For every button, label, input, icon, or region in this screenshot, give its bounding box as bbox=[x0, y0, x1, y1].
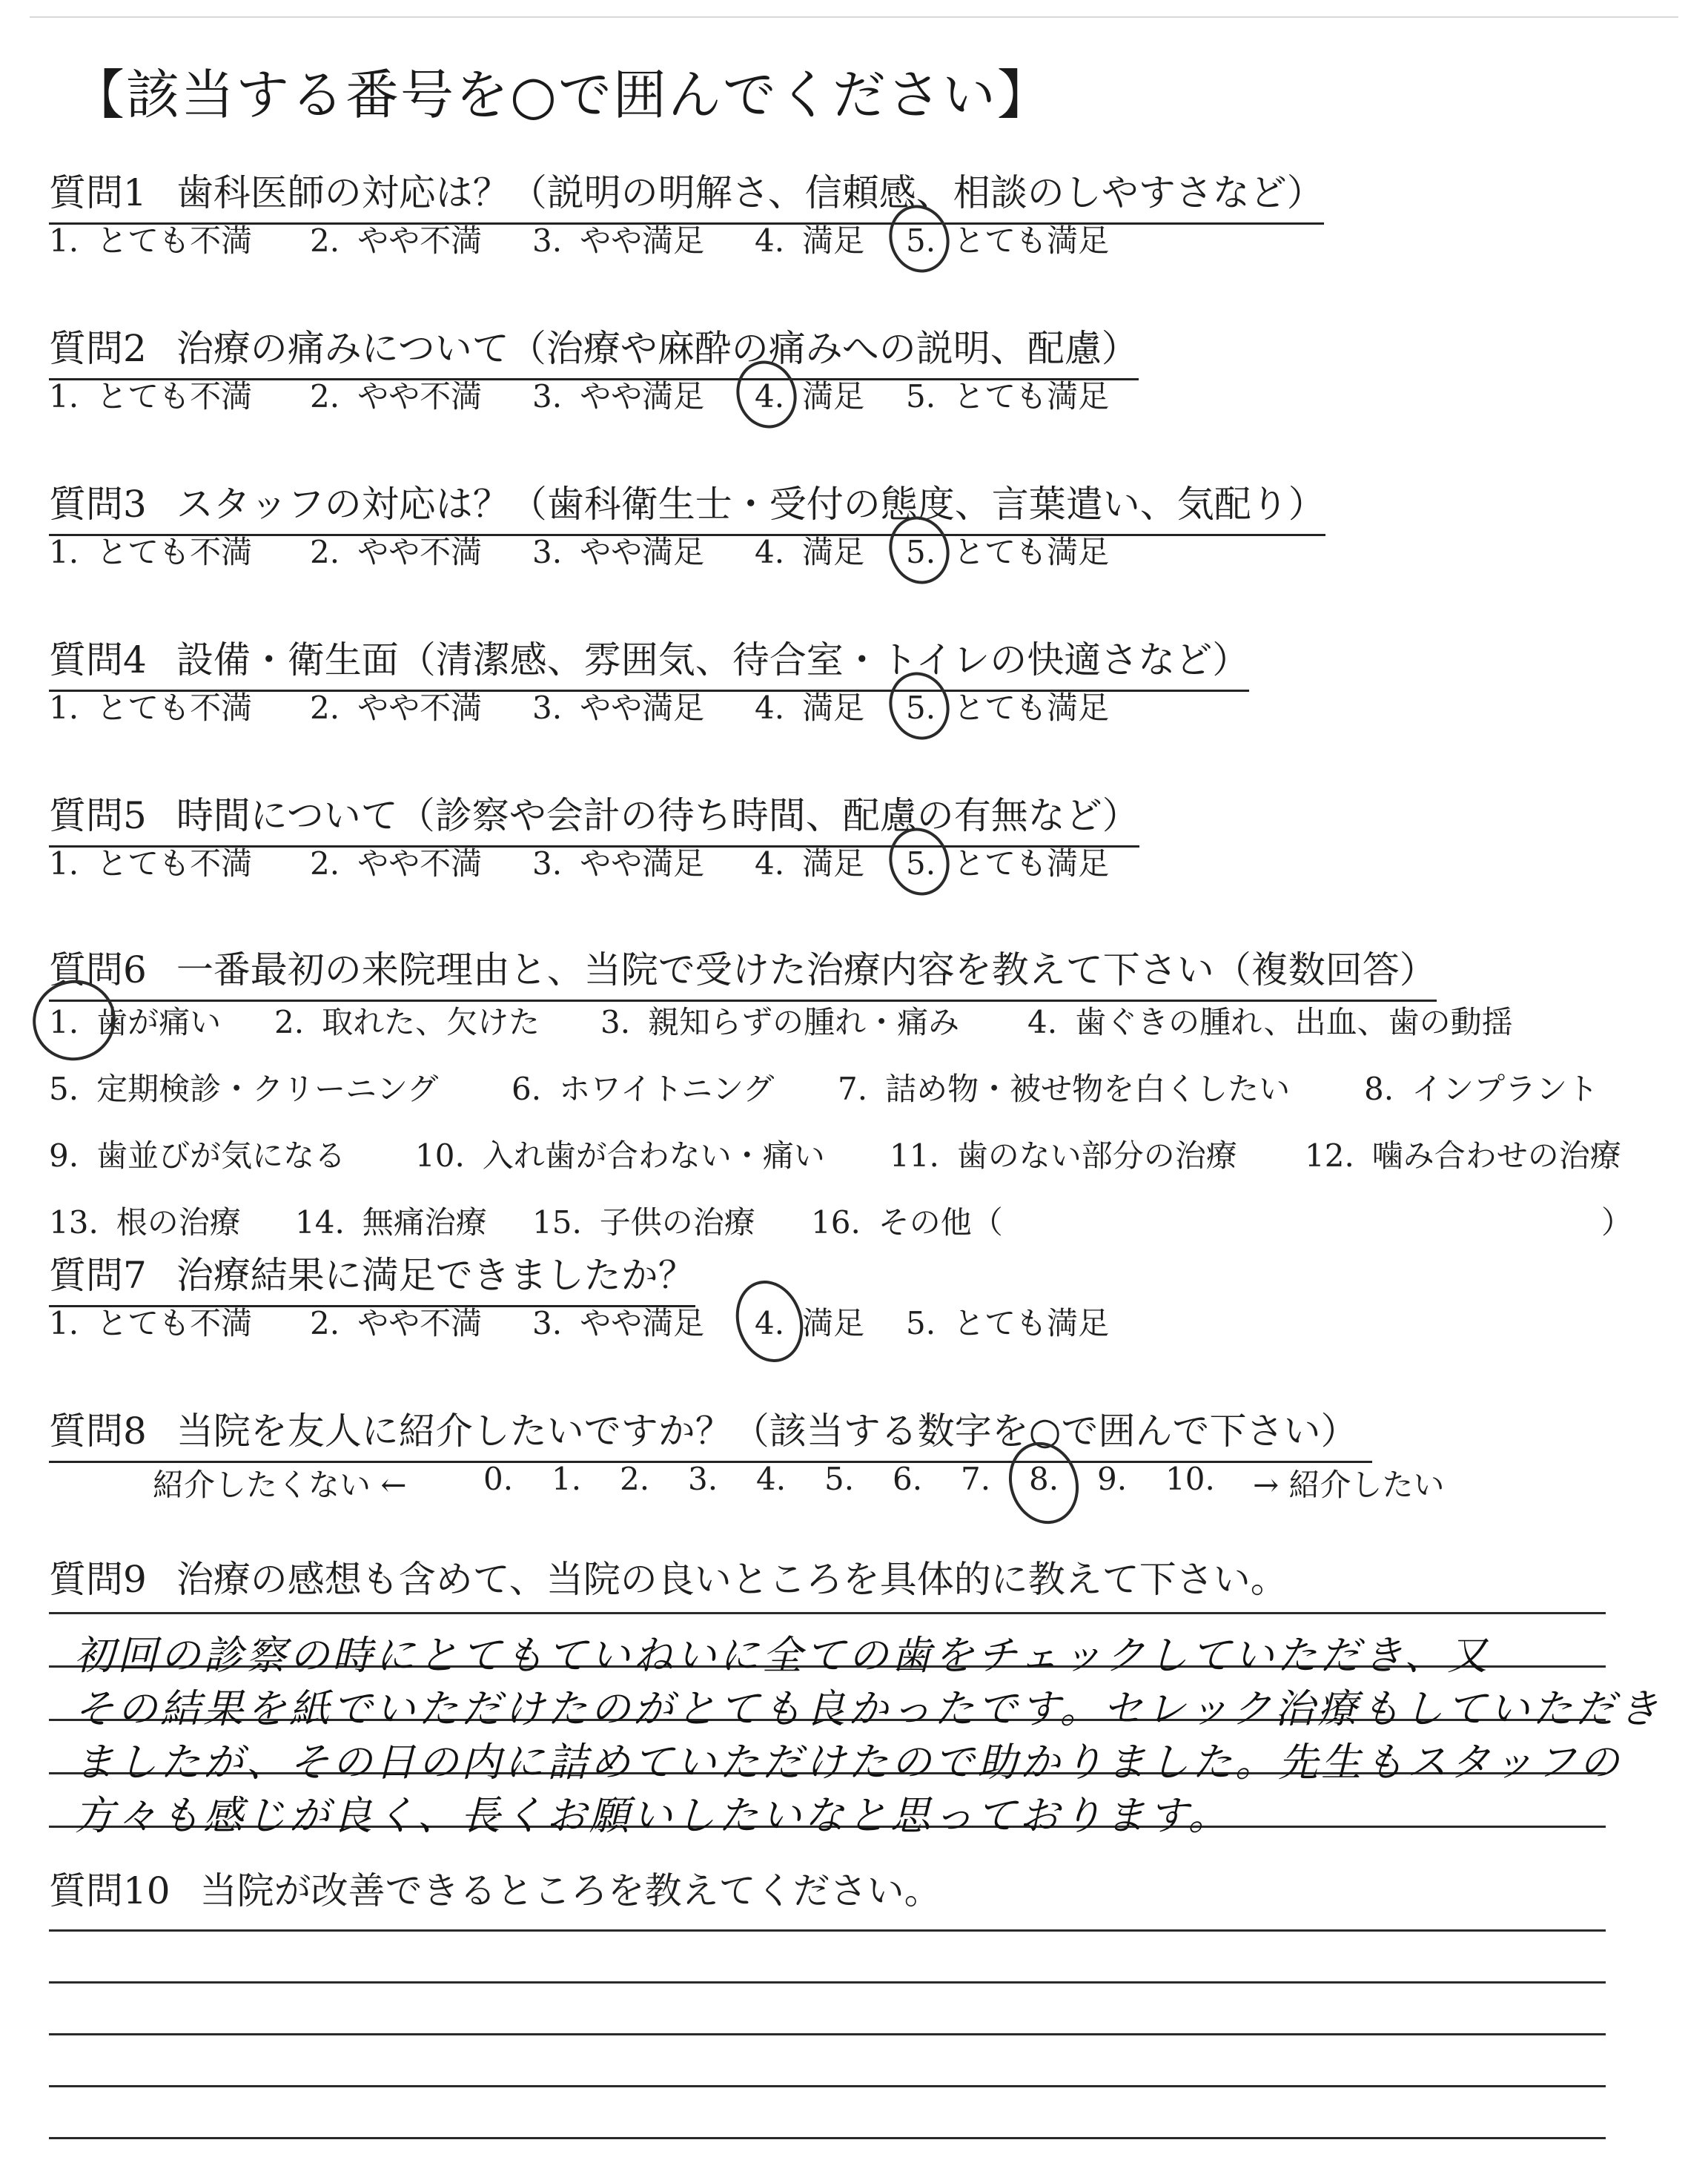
option-2[interactable]: 2. やや不満 bbox=[310, 378, 483, 415]
option-1[interactable]: 1. とても不満 bbox=[49, 534, 253, 570]
option-2[interactable]: 2. 取れた、欠けた bbox=[274, 1004, 540, 1040]
option-12[interactable]: 12. 噛み合わせの治療 bbox=[1305, 1137, 1621, 1174]
scale-value-10[interactable]: 10. bbox=[1165, 1461, 1215, 1497]
options-row-3 bbox=[0, 1132, 1708, 1176]
option-2[interactable]: 2. やや不満 bbox=[310, 222, 483, 259]
option-2[interactable]: 2. やや不満 bbox=[310, 1305, 483, 1341]
question-9-text: 治療の感想も含めて、当院の良いところを具体的に教えて下さい。 bbox=[176, 1558, 1288, 1601]
question-2-text: 治療の痛みについて（治療や麻酔の痛みへの説明、配慮） bbox=[176, 327, 1139, 370]
answer-line bbox=[49, 2033, 1606, 2035]
option-4[interactable]: 4. 満足 bbox=[755, 690, 865, 726]
option-2[interactable]: 2. やや不満 bbox=[310, 845, 483, 882]
scale-value-7[interactable]: 7. bbox=[961, 1461, 991, 1497]
option-2[interactable]: 2. やや不満 bbox=[310, 690, 483, 726]
question-4-heading bbox=[49, 630, 1249, 692]
question-5-options bbox=[0, 839, 1708, 884]
option-4[interactable]: 4. 満足 bbox=[755, 222, 865, 259]
scale-value-1[interactable]: 1. bbox=[552, 1461, 582, 1497]
option-3[interactable]: 3. やや満足 bbox=[532, 1305, 705, 1341]
option-10[interactable]: 10. 入れ歯が合わない・痛い bbox=[415, 1137, 825, 1174]
question-3-text: スタッフの対応は？（歯科衛生士・受付の態度、言葉遣い、気配り） bbox=[176, 483, 1325, 526]
scale-value-2[interactable]: 2. bbox=[620, 1461, 650, 1497]
selection-circle bbox=[726, 1272, 813, 1371]
option-7[interactable]: 7. 詰め物・被せ物を白くしたい bbox=[838, 1071, 1291, 1107]
option-5[interactable]: 5. とても満足 bbox=[906, 690, 1110, 726]
option-1[interactable]: 1. 歯が痛い bbox=[49, 1004, 222, 1040]
question-9-heading bbox=[49, 1550, 1288, 1603]
question-6-number: 質問6 bbox=[49, 948, 147, 991]
question-1-heading bbox=[49, 163, 1324, 225]
option-4[interactable]: 4. 満足 bbox=[755, 1305, 865, 1341]
question-8-number: 質問8 bbox=[49, 1410, 147, 1453]
handwritten-answer-line-4: 方々も感じが良く、長くお願いしたいなと思っております。 bbox=[74, 1792, 1231, 1839]
scale-value-8[interactable]: 8. bbox=[1029, 1461, 1059, 1497]
question-8-heading bbox=[49, 1401, 1372, 1463]
option-3[interactable]: 3. やや満足 bbox=[532, 222, 705, 259]
answer-line bbox=[49, 1929, 1606, 1932]
scale-value-0[interactable]: 0. bbox=[483, 1461, 514, 1497]
question-2-heading bbox=[49, 319, 1139, 380]
recommend-scale bbox=[0, 1461, 1708, 1505]
option-5[interactable]: 5. とても満足 bbox=[906, 845, 1110, 882]
question-2-options bbox=[0, 372, 1708, 417]
answer-line bbox=[49, 2137, 1606, 2139]
question-3-options bbox=[0, 528, 1708, 572]
option-4[interactable]: 4. 満足 bbox=[755, 845, 865, 882]
options-row-4 bbox=[0, 1198, 1708, 1243]
question-7-heading bbox=[49, 1246, 695, 1307]
scale-value-3[interactable]: 3. bbox=[688, 1461, 718, 1497]
question-4-number: 質問4 bbox=[49, 638, 147, 681]
question-10-text: 当院が改善できるところを教えてください。 bbox=[199, 1869, 941, 1912]
question-2-number: 質問2 bbox=[49, 327, 147, 370]
question-1-text: 歯科医師の対応は？（説明の明解さ、信頼感、相談のしやすさなど） bbox=[176, 171, 1324, 214]
option-8[interactable]: 8. インプラント bbox=[1364, 1071, 1599, 1107]
option-3[interactable]: 3. やや満足 bbox=[532, 845, 705, 882]
option-1[interactable]: 1. とても不満 bbox=[49, 222, 253, 259]
option-1[interactable]: 1. とても不満 bbox=[49, 1305, 253, 1341]
question-10-number: 質問10 bbox=[49, 1869, 171, 1912]
question-6-heading bbox=[49, 940, 1437, 1002]
answer-line bbox=[49, 2085, 1606, 2087]
handwritten-answer-line-1: 初回の診察の時にとてもていねいに全ての歯をチェックしていただき、又 bbox=[74, 1632, 1491, 1679]
question-4-options bbox=[0, 684, 1708, 728]
option-13[interactable]: 13. 根の治療 bbox=[49, 1204, 241, 1241]
question-1-number: 質問1 bbox=[49, 171, 147, 214]
question-4-text: 設備・衛生面（清潔感、雰囲気、待合室・トイレの快適さなど） bbox=[176, 638, 1250, 681]
question-5-text: 時間について（診察や会計の待ち時間、配慮の有無など） bbox=[176, 794, 1139, 837]
question-1-options bbox=[0, 217, 1708, 261]
option-5[interactable]: 5. とても満足 bbox=[906, 378, 1110, 415]
option-15[interactable]: 15. 子供の治療 bbox=[532, 1204, 755, 1241]
option-14[interactable]: 14. 無痛治療 bbox=[295, 1204, 487, 1241]
page-title: 【該当する番号を○で囲んでください】 bbox=[71, 64, 1052, 126]
answer-line bbox=[49, 1612, 1606, 1614]
option-9[interactable]: 9. 歯並びが気になる bbox=[49, 1137, 346, 1174]
scale-value-9[interactable]: 9. bbox=[1097, 1461, 1128, 1497]
option-3[interactable]: 3. やや満足 bbox=[532, 690, 705, 726]
question-7-options bbox=[0, 1299, 1708, 1344]
scale-value-6[interactable]: 6. bbox=[893, 1461, 923, 1497]
option-4[interactable]: 4. 満足 bbox=[755, 534, 865, 570]
handwritten-answer-line-3: ましたが、その日の内に詰めていただけたので助かりました。先生もスタッフの bbox=[74, 1739, 1622, 1786]
option-4[interactable]: 4. 満足 bbox=[755, 378, 865, 415]
option-5[interactable]: 5. とても満足 bbox=[906, 222, 1110, 259]
question-3-number: 質問3 bbox=[49, 483, 147, 526]
option-11[interactable]: 11. 歯のない部分の治療 bbox=[890, 1137, 1237, 1174]
scale-right-label: → 紹介したい bbox=[1253, 1467, 1445, 1503]
top-border bbox=[30, 16, 1678, 18]
question-6-text: 一番最初の来院理由と、当院で受けた治療内容を教えて下さい（複数回答） bbox=[176, 948, 1437, 991]
options-row-1 bbox=[0, 998, 1708, 1043]
handwritten-answer-line-2: その結果を紙でいただけたのがとても良かったです。セレック治療もしていただき bbox=[74, 1685, 1662, 1732]
options-row-2 bbox=[0, 1065, 1708, 1109]
option-3[interactable]: 3. やや満足 bbox=[532, 534, 705, 570]
scale-value-4[interactable]: 4. bbox=[756, 1461, 787, 1497]
question-8-text: 当院を友人に紹介したいですか？（該当する数字を○で囲んで下さい） bbox=[176, 1410, 1358, 1453]
question-5-number: 質問5 bbox=[49, 794, 147, 837]
question-10-heading bbox=[49, 1861, 941, 1915]
other-close-paren: ） bbox=[1601, 1204, 1633, 1241]
option-2[interactable]: 2. やや不満 bbox=[310, 534, 483, 570]
option-1[interactable]: 1. とても不満 bbox=[49, 845, 253, 882]
question-7-text: 治療結果に満足できましたか？ bbox=[176, 1254, 695, 1297]
option-6[interactable]: 6. ホワイトニング bbox=[512, 1071, 775, 1107]
question-9-number: 質問9 bbox=[49, 1558, 147, 1601]
option-1[interactable]: 1. とても不満 bbox=[49, 690, 253, 726]
option-5[interactable]: 5. とても満足 bbox=[906, 534, 1110, 570]
question-5-heading bbox=[49, 786, 1139, 848]
scale-value-5[interactable]: 5. bbox=[824, 1461, 855, 1497]
option-5[interactable]: 5. 定期検診・クリーニング bbox=[49, 1071, 439, 1107]
scale-left-label: 紹介したくない ← bbox=[153, 1467, 407, 1503]
answer-line bbox=[49, 1981, 1606, 1984]
option-3[interactable]: 3. 親知らずの腫れ・痛み bbox=[600, 1004, 960, 1040]
question-7-number: 質問7 bbox=[49, 1254, 147, 1297]
option-16[interactable]: 16. その他（ bbox=[811, 1204, 1003, 1241]
option-5[interactable]: 5. とても満足 bbox=[906, 1305, 1110, 1341]
option-4[interactable]: 4. 歯ぐきの腫れ、出血、歯の動揺 bbox=[1027, 1004, 1513, 1040]
question-3-heading bbox=[49, 475, 1325, 536]
option-1[interactable]: 1. とても不満 bbox=[49, 378, 253, 415]
option-3[interactable]: 3. やや満足 bbox=[532, 378, 705, 415]
